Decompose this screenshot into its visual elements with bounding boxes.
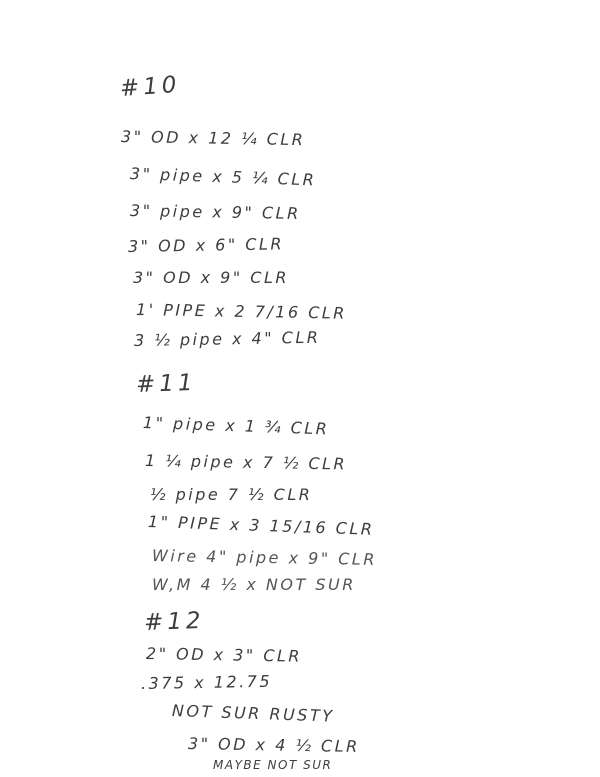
note-line: 1 ¼ pipe x 7 ½ CLR: [144, 451, 348, 474]
note-line: Wire 4" pipe x 9" CLR: [151, 546, 378, 569]
note-line: .375 x 12.75: [140, 671, 273, 693]
note-line: 3" pipe x 9" CLR: [129, 201, 301, 223]
note-line: 1" PIPE x 3 15/16 CLR: [147, 512, 375, 539]
note-line: 3" pipe x 5 ¼ CLR: [129, 164, 317, 190]
section-heading-10: #10: [119, 71, 182, 102]
note-line: 1" pipe x 1 ¾ CLR: [142, 413, 330, 439]
note-line: NOT SUR RUSTY: [171, 701, 335, 726]
note-line: ½ pipe 7 ½ CLR: [150, 485, 313, 504]
note-line: 3 ½ pipe x 4" CLR: [133, 327, 321, 350]
note-line: W,M 4 ½ x NOT SUR: [152, 575, 356, 594]
note-line: 3" OD x 12 ¼ CLR: [120, 127, 306, 150]
note-line: MAYBE NOT SUR: [213, 758, 333, 772]
note-line: 2" OD x 3" CLR: [145, 644, 303, 666]
note-line: 3" OD x 4 ½ CLR: [187, 734, 360, 756]
note-line: 3" OD x 9" CLR: [133, 268, 290, 287]
note-line: 1' PIPE x 2 7/16 CLR: [135, 300, 348, 323]
section-heading-11: #11: [135, 369, 197, 398]
section-heading-12: #12: [143, 607, 205, 636]
note-line: 3" OD x 6" CLR: [127, 234, 285, 256]
